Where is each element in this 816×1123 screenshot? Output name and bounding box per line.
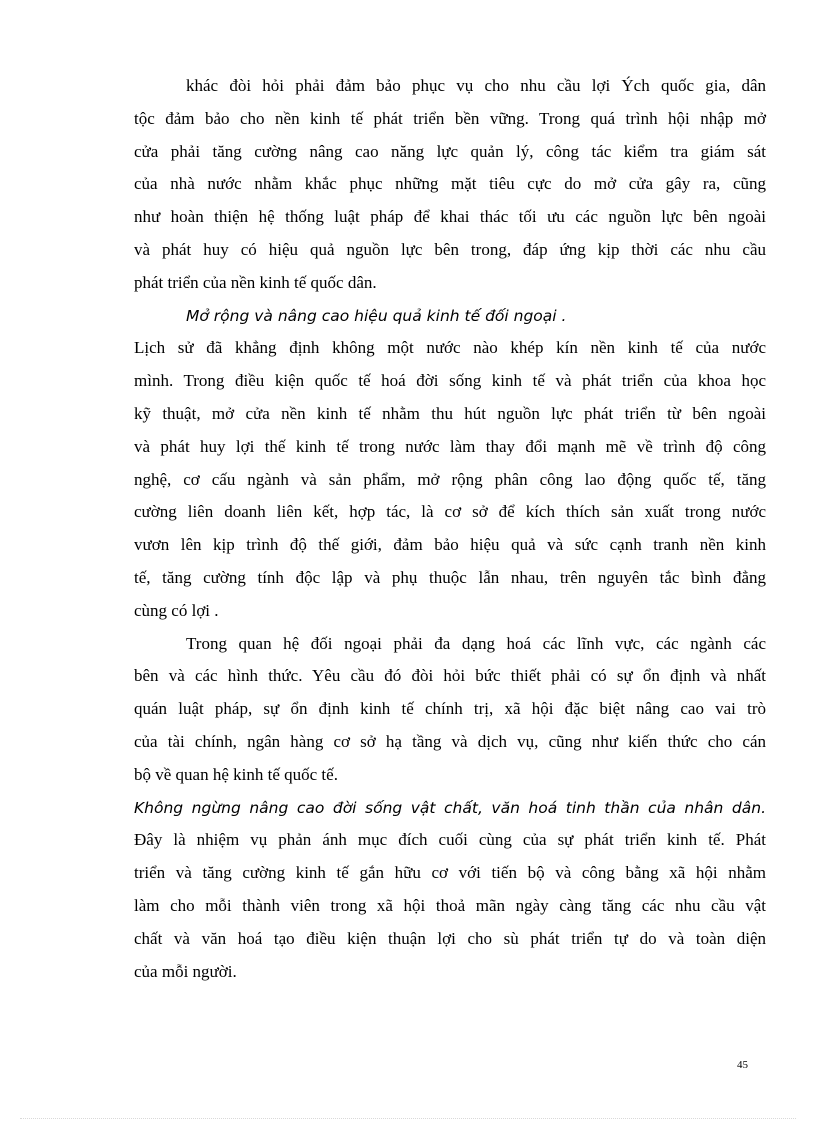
text-line: nghệ, cơ cấu ngành và sản phẩm, mở rộng phân công lao động quốc tế, tăng xyxy=(134,469,766,489)
text-line: làm cho mỗi thành viên trong xã hội thoả mãn ngày càng tăng các nhu cầu vật xyxy=(134,895,766,915)
text-line: của mỗi người. xyxy=(134,961,237,981)
page-divider xyxy=(20,1118,796,1119)
text-line: triển và tăng cường kinh tế gắn hữu cơ với tiến bộ và công bằng xã hội nhằm xyxy=(134,863,766,883)
text-line: bên và các hình thức. Yêu cầu đó đòi hỏi bức thiết phải có sự ổn định và nhất xyxy=(134,666,766,686)
page-number: 45 xyxy=(737,1059,748,1071)
body-text xyxy=(134,70,766,988)
text-line: của nhà nước nhằm khắc phục những mặt tiêu cực do mở cửa gây ra, cũng xyxy=(134,174,766,194)
text-line: chất và văn hoá tạo điều kiện thuận lợi cho sù phát triển tự do và toàn diện xyxy=(134,928,766,948)
text-line: và phát huy có hiệu quả nguồn lực bên trong, đáp ứng kịp thời các nhu cầu xyxy=(134,239,766,259)
text-line: Đây là nhiệm vụ phản ánh mục đích cuối cùng của sự phát triển kinh tế. Phát xyxy=(134,830,766,850)
text-line: của tài chính, ngân hàng cơ sở hạ tầng và dịch vụ, cũng như kiến thức cho cán xyxy=(134,731,766,751)
text-line: mình. Trong điều kiện quốc tế hoá đời sống kinh tế và phát triển của khoa học xyxy=(134,371,766,391)
text-line: Lịch sử đã khẳng định không một nước nào khép kín nền kinh tế của nước xyxy=(134,338,766,358)
text-line: Trong quan hệ đối ngoại phải đa dạng hoá các lĩnh vực, các ngành các xyxy=(186,633,766,653)
text-line: tộc đảm bảo cho nền kinh tế phát triển bền vững. Trong quá trình hội nhập mở xyxy=(134,108,766,128)
text-line: tế, tăng cường tính độc lập và phụ thuộc lẫn nhau, trên nguyên tắc bình đẳng xyxy=(134,567,766,587)
text-line: cùng có lợi . xyxy=(134,600,219,620)
text-line: khác đòi hỏi phải đảm bảo phục vụ cho nhu cầu lợi Ých quốc gia, dân xyxy=(186,76,766,95)
text-line: vươn lên kịp trình độ thế giới, đảm bảo hiệu quả và sức cạnh tranh nền kinh xyxy=(134,535,766,555)
section-heading: Mở rộng và nâng cao hiệu quả kinh tế đối ngoại . xyxy=(186,306,567,325)
text-line: kỹ thuật, mở cửa nền kinh tế nhằm thu hút nguồn lực phát triển từ bên ngoài xyxy=(134,403,766,423)
text-line: như hoàn thiện hệ thống luật pháp để khai thác tối ưu các nguồn lực bên ngoài xyxy=(134,207,766,227)
text-line: phát triển của nền kinh tế quốc dân. xyxy=(134,272,377,292)
section-heading: Không ngừng nâng cao đời sống vật chất, văn hoá tinh thần của nhân dân. xyxy=(134,798,766,817)
text-line: cửa phải tăng cường nâng cao năng lực quản lý, công tác kiểm tra giám sát xyxy=(134,141,766,161)
text-line: bộ về quan hệ kinh tế quốc tế. xyxy=(134,764,338,784)
text-line: quán luật pháp, sự ổn định kinh tế chính trị, xã hội đặc biệt nâng cao vai trò xyxy=(134,699,766,719)
text-line: và phát huy lợi thế kinh tế trong nước làm thay đổi mạnh mẽ về trình độ công xyxy=(134,436,766,456)
text-line: cường liên doanh liên kết, hợp tác, là cơ sở để kích thích sản xuất trong nước xyxy=(134,502,766,522)
